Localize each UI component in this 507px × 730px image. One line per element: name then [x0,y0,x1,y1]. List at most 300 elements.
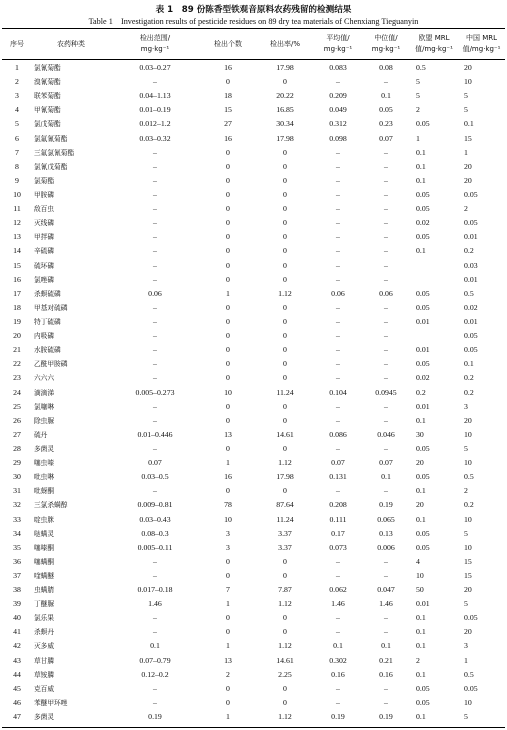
cell-detection-range: 0.06 [148,288,162,298]
cell-detection-rate: 0 [283,401,287,411]
cell-pesticide-name: 溴氰菊酯 [34,78,61,87]
cell-serial-number: 33 [13,514,21,524]
cell-detection-range: 0.07 [148,458,162,468]
cell-serial-number: 4 [15,105,19,115]
cell-median: 0.13 [379,528,393,538]
cell-detection-rate: 0 [283,486,287,496]
cell-detection-range: – [153,443,157,453]
cell-serial-number: 31 [13,486,21,496]
cell-detection-rate: 0 [283,570,287,580]
cell-detection-count: 13 [224,429,232,439]
cell-median: 0.07 [379,133,393,143]
cell-detection-range: 1.46 [148,599,162,609]
cell-detection-count: 18 [224,91,232,101]
cell-pesticide-name: 辛硫磷 [34,247,55,256]
table-row [0,160,507,174]
table-row [0,301,507,315]
cell-median: – [384,443,388,453]
cell-china-mrl: 5 [464,528,468,538]
cell-serial-number: 3 [15,91,19,101]
cell-detection-count: 27 [224,119,232,129]
cell-detection-count: 1 [226,458,230,468]
cell-pesticide-name: 硫丹 [34,430,48,439]
cell-detection-range: 0.03–0.32 [139,133,171,143]
cell-detection-rate: 3.37 [278,542,292,552]
header-line: 中国 MRL [465,34,498,42]
cell-detection-rate: 1.12 [278,288,292,298]
cell-detection-count: 10 [224,514,232,524]
table-row [0,470,507,484]
cell-eu-mrl [410,273,464,287]
cell-serial-number: 43 [13,655,21,665]
cell-serial-number: 38 [13,585,21,595]
cell-serial-number: 25 [13,401,21,411]
cell-detection-rate: 1.12 [278,712,292,722]
header-line: 平均值/ [326,34,350,42]
cell-detection-count: 78 [224,500,232,510]
cell-detection-count: 0 [226,204,230,214]
table-row [0,611,507,625]
table-row [0,710,507,724]
cell-detection-range: – [153,161,157,171]
cell-eu-mrl: 0.05 [416,472,430,482]
cell-serial-number: 7 [15,147,19,157]
cell-detection-range: – [153,359,157,369]
cell-china-mrl: 0.2 [464,246,474,256]
cell-eu-mrl: 0.1 [416,641,426,651]
cell-median: – [384,401,388,411]
cell-mean: – [336,345,340,355]
cell-serial-number: 18 [13,302,21,312]
cell-mean: 0.06 [331,288,345,298]
cell-detection-range: 0.03–0.5 [141,472,169,482]
cell-detection-range: – [153,175,157,185]
cell-detection-count: 16 [224,63,232,72]
cell-detection-count: 0 [226,246,230,256]
cell-detection-count: 0 [226,77,230,87]
cell-detection-count: 0 [226,274,230,284]
cell-china-mrl: 20 [464,175,472,185]
cell-china-mrl: 15 [464,556,472,566]
header-line: mg·kg⁻¹ [371,45,401,53]
cell-china-mrl: 0.05 [464,218,478,228]
cell-serial-number: 23 [13,373,21,383]
cell-mean: – [336,627,340,637]
cell-pesticide-name: 氯唑磷 [34,275,55,284]
cell-detection-range: – [153,415,157,425]
cell-serial-number: 45 [13,683,21,693]
cell-detection-range: – [153,218,157,228]
header-serial-number [2,30,32,58]
cell-detection-rate: 0 [283,147,287,157]
cell-detection-rate: 11.24 [276,387,294,397]
cell-detection-range: 0.03–0.43 [139,514,171,524]
cell-mean: 0.302 [329,655,347,665]
cell-serial-number: 14 [13,246,21,256]
header-line: 欧盟 MRL [418,34,450,42]
header-line: 值/mg·kg⁻¹ [415,45,453,53]
cell-serial-number: 22 [13,359,21,369]
cell-detection-count: 0 [226,683,230,693]
cell-eu-mrl: 0.2 [416,387,426,397]
cell-pesticide-name: 除虫脲 [34,416,55,425]
table-row [0,639,507,653]
table-header-rule [2,59,505,60]
cell-median: – [384,627,388,637]
cell-detection-rate: 17.98 [276,133,294,143]
cell-china-mrl: 0.5 [464,472,474,482]
cell-detection-count: 15 [224,105,232,115]
cell-eu-mrl: 0.05 [416,683,430,693]
cell-detection-rate: 0 [283,345,287,355]
table-row [0,244,507,258]
cell-eu-mrl: 0.1 [416,161,426,171]
cell-detection-range: – [153,486,157,496]
cell-serial-number: 40 [13,613,21,623]
cell-detection-range: – [153,246,157,256]
table-top-rule [2,28,505,29]
cell-mean: 0.19 [331,712,345,722]
cell-mean: 0.1 [333,641,343,651]
cell-detection-range: – [153,232,157,242]
cell-serial-number: 8 [15,161,19,171]
cell-pesticide-name: 喹螨醚 [34,571,55,580]
cell-china-mrl: 0.05 [464,683,478,693]
cell-detection-range: 0.012–1.2 [139,119,171,129]
cell-eu-mrl: 2 [416,105,420,115]
cell-median: – [384,161,388,171]
cell-pesticide-name: 氯氰菊酯 [34,64,61,72]
cell-pesticide-name: 氯菊酯 [34,176,55,185]
header-china-mrl [458,30,505,58]
cell-mean: – [336,570,340,580]
cell-detection-count: 0 [226,359,230,369]
cell-serial-number: 1 [15,63,19,72]
table-caption-english: Table 1 Investigation results of pesticide residues on 89 dry tea materials of Chenxiang Tieguanyin [88,17,419,26]
table-row [0,89,507,103]
cell-eu-mrl: 0.05 [416,204,430,214]
cell-mean: – [336,359,340,369]
cell-eu-mrl: 0.1 [416,627,426,637]
cell-eu-mrl: 0.05 [416,119,430,129]
header-median [362,30,410,58]
table-body [0,61,507,724]
cell-detection-rate: 0 [283,697,287,707]
cell-china-mrl: 0.1 [464,359,474,369]
table-row [0,188,507,202]
cell-eu-mrl: 20 [416,458,424,468]
cell-median: – [384,613,388,623]
cell-median: 0.19 [379,712,393,722]
cell-serial-number: 2 [15,77,19,87]
cell-pesticide-name: 灭多威 [34,642,55,651]
cell-eu-mrl: 5 [416,91,420,101]
cell-mean: – [336,147,340,157]
cell-china-mrl: 10 [464,458,472,468]
table-row [0,527,507,541]
cell-china-mrl: 0.03 [464,260,478,270]
cell-detection-rate: 0 [283,302,287,312]
table-row [0,174,507,188]
cell-pesticide-name: 草甘膦 [34,656,55,665]
cell-china-mrl: 1 [464,655,468,665]
cell-serial-number: 46 [13,697,21,707]
header-line: 值/mg·kg⁻¹ [462,45,501,53]
cell-eu-mrl: 0.02 [416,218,430,228]
cell-detection-count: 0 [226,443,230,453]
cell-detection-range: – [153,331,157,341]
cell-pesticide-name: 联苯菊酯 [34,92,61,101]
cell-china-mrl: 0.05 [464,345,478,355]
cell-eu-mrl: 0.5 [416,63,426,72]
cell-detection-rate: 7.87 [278,585,292,595]
cell-detection-rate: 0 [283,260,287,270]
cell-eu-mrl: 0.1 [416,669,426,679]
cell-china-mrl: 0.2 [464,387,474,397]
header-detection-range [110,30,200,58]
cell-detection-count: 0 [226,232,230,242]
cell-detection-count: 1 [226,288,230,298]
cell-serial-number: 5 [15,119,19,129]
cell-eu-mrl: 0.01 [416,316,430,326]
cell-detection-rate: 87.64 [276,500,294,510]
cell-detection-range: – [153,556,157,566]
cell-serial-number: 30 [13,472,21,482]
cell-serial-number: 29 [13,458,21,468]
table-row [0,541,507,555]
cell-median: – [384,204,388,214]
table-row [0,625,507,639]
cell-detection-rate: 14.61 [276,429,294,439]
cell-detection-rate: 0 [283,175,287,185]
cell-serial-number: 10 [13,189,21,199]
cell-median: 0.0945 [375,387,397,397]
cell-eu-mrl: 0.1 [416,486,426,496]
cell-detection-rate: 0 [283,246,287,256]
cell-detection-range: – [153,613,157,623]
cell-eu-mrl: 4 [416,556,420,566]
cell-china-mrl: 0.5 [464,288,474,298]
cell-detection-range: 0.005–0.11 [137,542,173,552]
cell-detection-range: – [153,260,157,270]
cell-mean: – [336,373,340,383]
cell-median: 0.23 [379,119,393,129]
cell-median: – [384,683,388,693]
cell-median: 0.065 [377,514,395,524]
cell-eu-mrl: 50 [416,585,424,595]
cell-detection-count: 0 [226,260,230,270]
cell-mean: 0.131 [329,472,347,482]
cell-mean: – [336,189,340,199]
cell-detection-rate: 0 [283,316,287,326]
cell-detection-rate: 17.98 [276,63,294,72]
cell-china-mrl: 5 [464,443,468,453]
cell-eu-mrl: 0.1 [416,613,426,623]
cell-detection-count: 0 [226,316,230,326]
cell-detection-count: 16 [224,133,232,143]
cell-china-mrl: 0.05 [464,189,478,199]
cell-china-mrl: 20 [464,161,472,171]
cell-china-mrl: 0.02 [464,302,478,312]
cell-median: – [384,415,388,425]
cell-eu-mrl: 1 [416,133,420,143]
cell-pesticide-name: 吡蚜酮 [34,487,55,496]
cell-median: 0.06 [379,288,393,298]
cell-detection-count: 0 [226,697,230,707]
cell-china-mrl: 10 [464,514,472,524]
cell-detection-rate: 3.37 [278,528,292,538]
header-mean [314,30,362,58]
cell-china-mrl: 5 [464,105,468,115]
cell-detection-range: – [153,345,157,355]
cell-median: – [384,246,388,256]
cell-eu-mrl: 10 [416,570,424,580]
cell-detection-rate: 2.25 [278,669,292,679]
table-row [0,357,507,371]
cell-detection-range: – [153,401,157,411]
cell-pesticide-name: 氯氟氰菊酯 [34,134,68,143]
cell-detection-count: 0 [226,175,230,185]
cell-detection-count: 0 [226,613,230,623]
cell-detection-range: 0.03–0.27 [139,63,171,72]
cell-china-mrl: 0.05 [464,613,478,623]
cell-median: – [384,218,388,228]
cell-china-mrl: 1 [464,147,468,157]
cell-median: 0.05 [379,105,393,115]
cell-mean: 0.312 [329,119,347,129]
cell-detection-rate: 1.12 [278,641,292,651]
cell-china-mrl: 10 [464,542,472,552]
cell-pesticide-name: 六六六 [34,374,55,383]
cell-mean: – [336,486,340,496]
cell-serial-number: 39 [13,599,21,609]
cell-median: 0.1 [381,91,391,101]
cell-detection-count: 16 [224,472,232,482]
cell-pesticide-name: 多菌灵 [34,444,55,453]
cell-china-mrl: 0.5 [464,669,474,679]
cell-eu-mrl [410,259,464,273]
cell-pesticide-name: 吡虫啉 [34,473,55,482]
cell-detection-count: 0 [226,415,230,425]
cell-china-mrl: 0.1 [464,119,474,129]
cell-detection-rate: 30.34 [276,119,294,129]
cell-china-mrl: 10 [464,77,472,87]
table-row [0,583,507,597]
cell-median: 0.1 [381,641,391,651]
cell-pesticide-name: 丁醚脲 [34,600,55,609]
cell-detection-rate: 0 [283,232,287,242]
cell-china-mrl: 3 [464,641,468,651]
cell-detection-rate: 0 [283,218,287,228]
cell-serial-number: 35 [13,542,21,552]
cell-detection-rate: 0 [283,77,287,87]
cell-detection-range: – [153,189,157,199]
cell-eu-mrl: 20 [416,500,424,510]
cell-pesticide-name: 三氯杀螨醇 [34,501,68,510]
cell-pesticide-name: 甲胺磷 [34,190,55,199]
cell-china-mrl: 5 [464,91,468,101]
cell-mean: 0.062 [329,585,347,595]
cell-serial-number: 27 [13,429,21,439]
cell-median: – [384,302,388,312]
cell-serial-number: 20 [13,331,21,341]
cell-mean: – [336,316,340,326]
cell-detection-count: 10 [224,387,232,397]
cell-detection-range: 0.07–0.79 [139,655,171,665]
cell-china-mrl: 5 [464,712,468,722]
cell-eu-mrl: 0.05 [416,528,430,538]
cell-median: 0.21 [379,655,393,665]
cell-median: 0.006 [377,542,395,552]
table-row [0,315,507,329]
cell-detection-count: 0 [226,345,230,355]
cell-china-mrl: 2 [464,486,468,496]
cell-china-mrl: 0.01 [464,316,478,326]
table-row [0,696,507,710]
cell-detection-range: 0.08–0.3 [141,528,169,538]
cell-mean: 0.111 [329,514,347,524]
cell-mean: 0.098 [329,133,347,143]
cell-detection-range: 0.01–0.446 [137,429,173,439]
cell-detection-rate: 0 [283,161,287,171]
cell-serial-number: 28 [13,443,21,453]
cell-pesticide-name: 甲氰菊酯 [34,106,61,115]
cell-detection-rate: 20.22 [276,91,294,101]
table-row [0,329,507,343]
cell-mean: 0.086 [329,429,347,439]
cell-median: – [384,373,388,383]
cell-mean: – [336,331,340,341]
cell-detection-count: 0 [226,401,230,411]
cell-detection-count: 0 [226,302,230,312]
cell-serial-number: 17 [13,288,21,298]
header-detection-count [200,30,256,58]
cell-eu-mrl: 0.05 [416,189,430,199]
table-row [0,654,507,668]
cell-china-mrl: 15 [464,570,472,580]
cell-median: – [384,232,388,242]
cell-eu-mrl: 0.1 [416,514,426,524]
cell-detection-rate: 0 [283,613,287,623]
cell-serial-number: 12 [13,218,21,228]
cell-median: – [384,77,388,87]
cell-serial-number: 11 [13,204,21,214]
cell-pesticide-name: 苯醚甲环唑 [34,698,68,707]
table-row [0,442,507,456]
cell-mean: 0.16 [331,669,345,679]
header-line: 中位值/ [374,34,398,42]
cell-detection-count: 0 [226,218,230,228]
cell-detection-rate: 0 [283,331,287,341]
cell-median: 0.16 [379,669,393,679]
cell-mean: – [336,246,340,256]
cell-mean: 0.07 [331,458,345,468]
cell-detection-range: 0.04–1.13 [139,91,171,101]
cell-pesticide-name: 氯氰戊菊酯 [34,162,68,171]
cell-pesticide-name: 硫环磷 [34,261,55,270]
cell-serial-number: 15 [13,260,21,270]
table-row [0,456,507,470]
cell-eu-mrl: 0.1 [416,246,426,256]
cell-pesticide-name: 虫螨腈 [34,586,55,595]
cell-mean: – [336,683,340,693]
cell-eu-mrl: 0.01 [416,401,430,411]
header-line: 检出率/% [269,39,300,48]
cell-pesticide-name: 特丁硫磷 [34,317,61,326]
cell-eu-mrl: 0.02 [416,373,430,383]
cell-eu-mrl: 0.1 [416,712,426,722]
cell-mean: – [336,415,340,425]
